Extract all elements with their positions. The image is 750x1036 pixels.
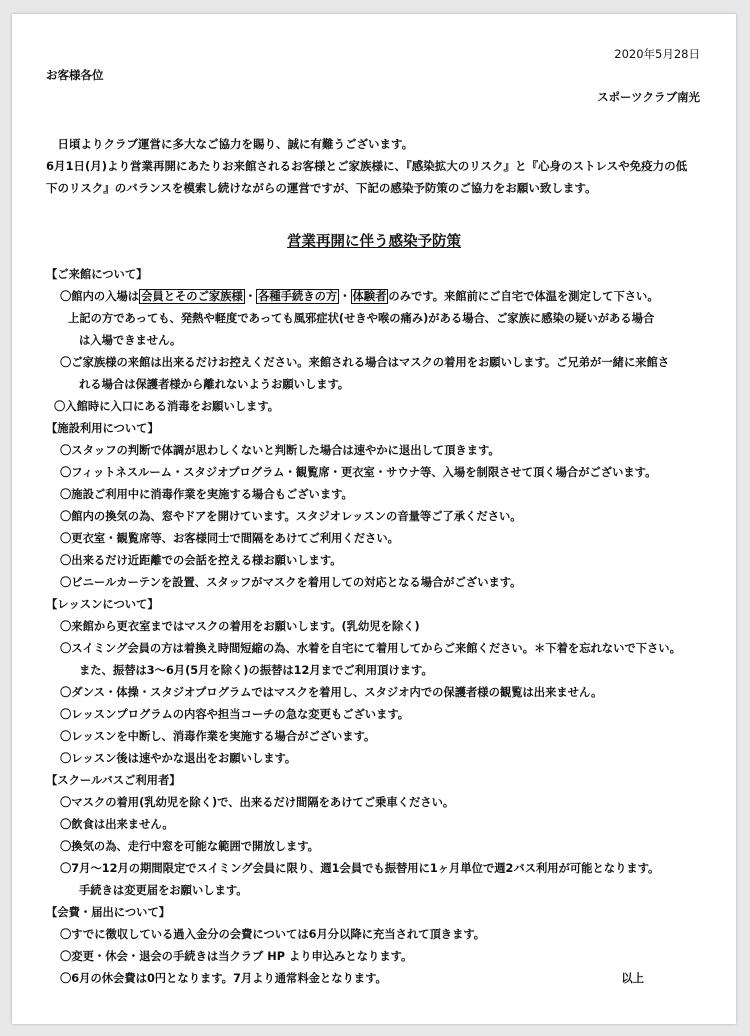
list-item: 〇ご家族様の来館は出来るだけお控えください。来館される場合はマスクの着用をお願いします。ご兄弟が一緒に来館さ bbox=[60, 356, 670, 369]
list-item: 〇更衣室・観覧席等、お客様同士で間隔をあけてご利用ください。 bbox=[60, 532, 399, 545]
list-item: 〇館内の入場は 会員とそのご家族様 ・ 各種手続きの方 ・ 体験者 のみです。来館前にご自宅で体温を測定して下さい。 bbox=[60, 290, 659, 303]
section-heading-bus: 【スクールバスご利用者】 bbox=[46, 774, 181, 787]
boxed-term: 体験者 bbox=[352, 290, 387, 303]
intro-line: 下のリスク』のバランスを模索し続けながらの運営ですが、下記の感染予防策のご協力をお願い致します。 bbox=[46, 181, 597, 195]
recipient: お客様各位 bbox=[46, 68, 104, 82]
list-item-continuation: 手続きは変更届をお願いします。 bbox=[79, 884, 248, 897]
section-heading-fees: 【会費・届出について】 bbox=[46, 906, 171, 919]
document-body bbox=[46, 264, 681, 990]
list-item-continuation: また、振替は3～6月(5月を除く)の振替は12月までご利用頂けます。 bbox=[79, 664, 433, 677]
list-item: 〇レッスン後は速やかな退出をお願いします。 bbox=[60, 752, 297, 765]
list-item: 〇レッスンプログラムの内容や担当コーチの急な変更もございます。 bbox=[60, 708, 410, 721]
list-item: 〇入館時に入口にある消毒をお願いします。 bbox=[54, 400, 280, 413]
sender: スポーツクラブ南光 bbox=[597, 90, 700, 104]
section-heading-visit: 【ご来館について】 bbox=[46, 268, 148, 281]
list-item: 〇飲食は出来ません。 bbox=[60, 818, 174, 831]
section-heading-facility: 【施設利用について】 bbox=[46, 422, 159, 435]
list-item: 〇ビニールカーテンを設置、スタッフがマスクを着用しての対応となる場合がございます。 bbox=[60, 576, 522, 589]
list-item: 〇7月～12月の期間限定でスイミング会員に限り、週1会員でも振替用に1ヶ月単位で週2バス利用が可能となります。 bbox=[60, 862, 660, 875]
section-heading-lesson: 【レッスンについて】 bbox=[46, 598, 159, 611]
list-item: 〇スイミング会員の方は着換え時間短縮の為、水着を自宅にて着用してからご来館ください。＊下着を忘れないで下さい。 bbox=[60, 642, 681, 655]
list-item: 〇換気の為、走行中窓を可能な範囲で開放します。 bbox=[60, 840, 319, 853]
list-item: 〇来館から更衣室まではマスクの着用をお願いします。(乳幼児を除く) bbox=[60, 620, 420, 633]
list-item: 〇出来るだけ近距離での会話を控える様お願いします。 bbox=[60, 554, 342, 567]
list-item: 〇すでに徴収している過入金分の会費については6月分以降に充当されて頂きます。 bbox=[60, 928, 486, 941]
list-item: 〇マスクの着用(乳幼児を除く)で、出来るだけ間隔をあけてご乗車ください。 bbox=[60, 796, 455, 809]
boxed-term: 各種手続きの方 bbox=[258, 290, 338, 303]
page-title: 営業再開に伴う感染予防策 bbox=[287, 234, 461, 250]
list-item: 〇館内の換気の為、窓やドアを開けています。スタジオレッスンの音量等ご了承ください。 bbox=[60, 510, 522, 523]
boxed-term: 会員とそのご家族様 bbox=[141, 290, 243, 303]
list-item: 〇ダンス・体操・スタジオプログラムではマスクを着用し、スタジオ内での保護者様の観覧は出来ません。 bbox=[60, 686, 603, 699]
list-item: 〇フィットネスルーム・スタジオプログラム・観覧席・更衣室・サウナ等、入場を制限させて頂く場合がございます。 bbox=[60, 466, 657, 479]
list-item: 〇6月の休会費は0円となります。7月より通常料金となります。 以上 bbox=[46, 968, 680, 990]
list-item-continuation: は入場できません。 bbox=[79, 334, 182, 347]
list-item-continuation: 上記の方であっても、発熱や軽度であっても風邪症状(せきや喉の痛み)がある場合、ご家族に感染の疑いがある場合 bbox=[68, 312, 655, 325]
intro-paragraph bbox=[46, 133, 687, 199]
document-page bbox=[12, 14, 736, 1024]
list-item: 〇施設ご利用中に消毒作業を実施する場合もございます。 bbox=[60, 488, 353, 501]
list-item: 〇レッスンを中断し、消毒作業を実施する場合がございます。 bbox=[60, 730, 376, 743]
closing-mark: 以上 bbox=[621, 972, 644, 985]
list-item: 〇スタッフの判断で体調が思わしくないと判断した場合は速やかに退出して頂きます。 bbox=[60, 444, 500, 457]
document-date: 2020年5月28日 bbox=[614, 47, 700, 61]
list-item: 〇変更・休会・退会の手続きは当クラブ HP より申込みとなります。 bbox=[60, 950, 413, 963]
intro-line: 日頃よりクラブ運営に多大なご協力を賜り、誠に有難うございます。 bbox=[46, 137, 414, 151]
list-item-continuation: れる場合は保護者様から離れないようお願いします。 bbox=[79, 378, 350, 391]
intro-line: 6月1日(月)より営業再開にあたりお来館されるお客様とご家族様に、『感染拡大のリスク』と『心身のストレスや免疫力の低 bbox=[46, 159, 688, 173]
